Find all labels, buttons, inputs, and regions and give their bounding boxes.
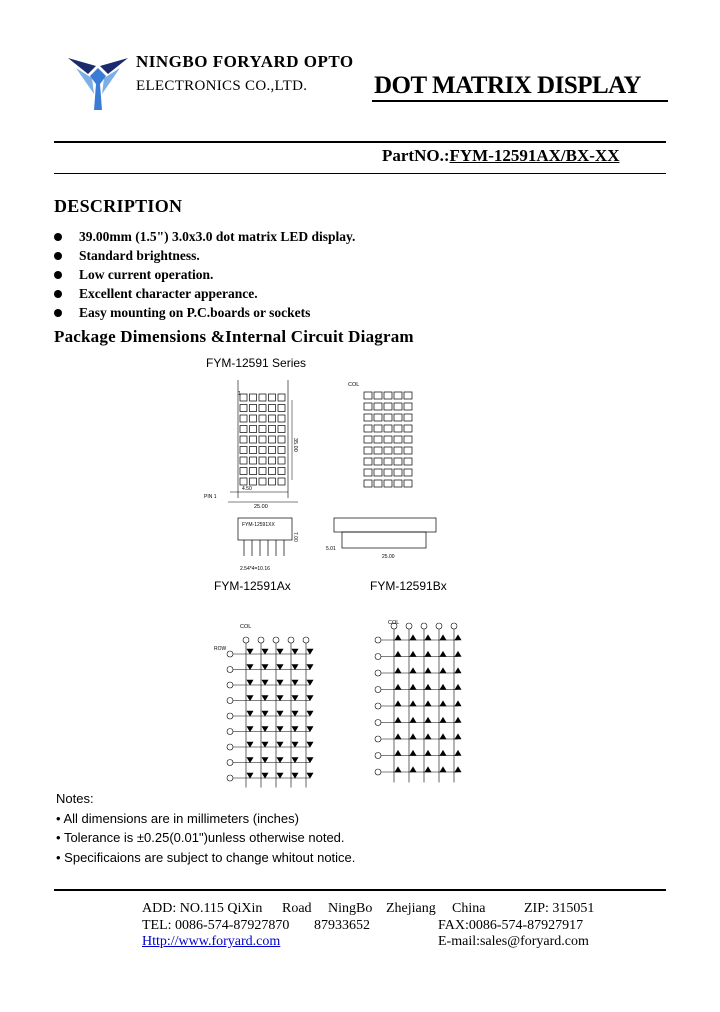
led-diode-icon <box>307 665 313 670</box>
led-diode-icon <box>455 767 461 772</box>
col-pin-marker <box>288 637 294 643</box>
led-dot <box>384 403 392 410</box>
led-diode-icon <box>395 635 401 640</box>
led-dot <box>404 392 412 399</box>
address: ADD: NO.115 QiXin <box>142 901 263 916</box>
led-dot <box>240 447 247 454</box>
led-diode-icon <box>262 680 268 685</box>
led-diode-icon <box>247 665 253 670</box>
led-diode-icon <box>410 652 416 657</box>
led-diode-icon <box>425 635 431 640</box>
led-dot <box>278 426 285 433</box>
led-diode-icon <box>247 758 253 763</box>
row-pin-marker <box>227 667 233 673</box>
led-dot <box>404 425 412 432</box>
led-diode-icon <box>425 685 431 690</box>
led-diode-icon <box>425 751 431 756</box>
row-pin-marker <box>227 698 233 704</box>
part-divider <box>54 173 666 174</box>
led-dot <box>404 480 412 487</box>
led-diode-icon <box>247 696 253 701</box>
led-dot <box>394 403 402 410</box>
led-dot <box>384 458 392 465</box>
led-dot <box>394 469 402 476</box>
led-dot <box>259 436 266 443</box>
led-diode-icon <box>455 701 461 706</box>
led-dot <box>278 415 285 422</box>
led-diode-icon <box>307 773 313 778</box>
led-dot <box>250 415 257 422</box>
pin1-label: PIN 1 <box>204 494 217 500</box>
led-dot <box>250 426 257 433</box>
document-title: DOT MATRIX DISPLAY <box>374 72 641 99</box>
led-diode-icon <box>410 701 416 706</box>
col-pin-marker <box>451 623 457 629</box>
footer-divider <box>54 889 666 891</box>
led-diode-icon <box>425 734 431 739</box>
circuit-diagram-a <box>212 620 332 788</box>
led-dot <box>374 436 382 443</box>
title-underline <box>372 100 668 102</box>
row-pin-marker <box>227 744 233 750</box>
led-diode-icon <box>425 668 431 673</box>
led-diode-icon <box>455 635 461 640</box>
address-province: Zhejiang <box>386 901 436 916</box>
row-pin-marker <box>375 687 381 693</box>
led-dot <box>364 425 372 432</box>
led-dot <box>394 447 402 454</box>
col-pin-marker <box>436 623 442 629</box>
led-diode-icon <box>425 701 431 706</box>
part-number-line <box>382 146 620 166</box>
col-label: COL <box>348 382 360 388</box>
dim-height-label: 35.00 <box>292 438 298 452</box>
led-diode-icon <box>395 734 401 739</box>
led-dot <box>384 480 392 487</box>
led-dot <box>259 405 266 412</box>
telephone-2: 87933652 <box>314 917 370 933</box>
led-dot <box>269 426 276 433</box>
led-dot <box>374 469 382 476</box>
led-diode-icon <box>395 718 401 723</box>
led-diode-icon <box>277 696 283 701</box>
led-diode-icon <box>440 767 446 772</box>
led-dot <box>240 405 247 412</box>
led-dot <box>404 458 412 465</box>
led-diode-icon <box>307 758 313 763</box>
row-pin-marker <box>375 703 381 709</box>
led-dot <box>278 447 285 454</box>
led-diode-icon <box>395 751 401 756</box>
led-dot <box>259 478 266 485</box>
led-dot <box>259 468 266 475</box>
led-diode-icon <box>440 635 446 640</box>
led-dot <box>394 414 402 421</box>
led-diode-icon <box>307 649 313 654</box>
list-item: Low current operation. <box>54 265 355 284</box>
led-dot <box>364 480 372 487</box>
led-diode-icon <box>292 649 298 654</box>
led-dot <box>240 436 247 443</box>
series-label: FYM-12591 Series <box>206 356 307 370</box>
led-dot <box>269 478 276 485</box>
address-row <box>142 901 602 918</box>
led-diode-icon <box>262 727 268 732</box>
led-diode-icon <box>455 652 461 657</box>
row-pin-marker <box>227 760 233 766</box>
side-dim-label: 5.01 <box>326 546 336 552</box>
description-heading: DESCRIPTION <box>54 196 183 216</box>
led-diode-icon <box>410 767 416 772</box>
led-diode-icon <box>410 734 416 739</box>
foryard-logo-icon <box>66 54 130 112</box>
led-diode-icon <box>455 668 461 673</box>
row-pin-marker <box>375 720 381 726</box>
note-item: • All dimensions are in millimeters (inches) <box>56 810 299 826</box>
led-dot <box>269 415 276 422</box>
led-diode-icon <box>410 751 416 756</box>
led-dot <box>250 394 257 401</box>
notes-heading: Notes: <box>56 791 94 806</box>
col-pin-marker <box>243 637 249 643</box>
led-dot <box>278 468 285 475</box>
side-view-b <box>326 514 438 564</box>
led-dot <box>250 478 257 485</box>
led-diode-icon <box>410 718 416 723</box>
row-label: ROW <box>214 646 227 652</box>
address-road: Road <box>282 901 312 916</box>
led-dot <box>250 405 257 412</box>
led-dot <box>384 414 392 421</box>
led-dot <box>404 447 412 454</box>
led-dot <box>259 457 266 464</box>
led-diode-icon <box>292 711 298 716</box>
row-pin-marker <box>227 682 233 688</box>
led-dot <box>250 468 257 475</box>
led-dot <box>240 394 247 401</box>
led-dot <box>250 436 257 443</box>
led-diode-icon <box>277 742 283 747</box>
led-diode-icon <box>410 635 416 640</box>
address-city: NingBo <box>328 901 373 916</box>
led-dot <box>384 447 392 454</box>
led-dot <box>394 458 402 465</box>
led-diode-icon <box>425 767 431 772</box>
front-dimension-drawing <box>200 380 320 510</box>
led-dot <box>259 394 266 401</box>
bullet-icon <box>54 233 62 241</box>
led-diode-icon <box>395 685 401 690</box>
row-pin-marker <box>375 753 381 759</box>
website-link[interactable]: Http://www.foryard.com <box>142 934 281 949</box>
phone-row <box>142 918 602 935</box>
fax: FAX:0086-574-87927917 <box>438 917 584 933</box>
led-diode-icon <box>292 742 298 747</box>
led-dot <box>384 436 392 443</box>
note-item: • Tolerance is ±0.25(0.01")unless otherwise noted. <box>56 830 345 845</box>
list-item: Standard brightness. <box>54 246 355 265</box>
led-diode-icon <box>262 711 268 716</box>
led-dot <box>278 436 285 443</box>
led-dot <box>240 478 247 485</box>
led-diode-icon <box>262 742 268 747</box>
led-dot <box>374 447 382 454</box>
led-dot <box>240 468 247 475</box>
dim-pitch-label: 4.50 <box>242 486 252 492</box>
company-name-line2: ELECTRONICS CO.,LTD. <box>136 78 308 94</box>
part-number-prefix: PartNO.: <box>382 146 450 165</box>
row-pin-marker <box>227 651 233 657</box>
led-dot <box>259 447 266 454</box>
bullet-icon <box>54 290 62 298</box>
led-dot <box>394 425 402 432</box>
led-dot <box>374 458 382 465</box>
led-dot <box>269 468 276 475</box>
notes-section <box>56 789 355 867</box>
col-pin-marker <box>421 623 427 629</box>
led-dot <box>394 436 402 443</box>
led-dot <box>259 426 266 433</box>
side-height-label: 7.00 <box>292 532 298 542</box>
led-dot <box>374 414 382 421</box>
led-diode-icon <box>440 718 446 723</box>
led-dot <box>278 394 285 401</box>
package-heading: Package Dimensions &Internal Circuit Diagram <box>54 327 414 346</box>
led-diode-icon <box>292 727 298 732</box>
led-dot <box>394 392 402 399</box>
led-diode-icon <box>277 773 283 778</box>
led-diode-icon <box>247 711 253 716</box>
led-diode-icon <box>247 727 253 732</box>
led-dot <box>374 403 382 410</box>
col-pin-marker <box>406 623 412 629</box>
led-diode-icon <box>440 668 446 673</box>
led-dot <box>364 447 372 454</box>
led-diode-icon <box>410 685 416 690</box>
led-dot <box>364 403 372 410</box>
led-diode-icon <box>277 680 283 685</box>
row-pin-marker <box>227 775 233 781</box>
led-diode-icon <box>277 649 283 654</box>
led-dot <box>384 392 392 399</box>
bullet-icon <box>54 271 62 279</box>
led-diode-icon <box>277 665 283 670</box>
row-pin-marker <box>375 769 381 775</box>
led-dot <box>250 447 257 454</box>
led-dot <box>269 436 276 443</box>
led-dot <box>374 480 382 487</box>
led-dot <box>278 478 285 485</box>
led-diode-icon <box>277 727 283 732</box>
led-diode-icon <box>277 758 283 763</box>
led-diode-icon <box>307 742 313 747</box>
led-diode-icon <box>292 680 298 685</box>
led-dot <box>240 457 247 464</box>
led-dot <box>384 425 392 432</box>
led-dot <box>269 457 276 464</box>
led-dot <box>404 469 412 476</box>
side-part-label: FYM-12591XX <box>242 522 275 528</box>
list-item: Easy mounting on P.C.boards or sockets <box>54 303 355 322</box>
led-diode-icon <box>425 652 431 657</box>
col-pin-marker <box>303 637 309 643</box>
led-dot <box>394 480 402 487</box>
led-dot <box>269 447 276 454</box>
led-dot <box>364 436 372 443</box>
led-diode-icon <box>262 665 268 670</box>
led-diode-icon <box>440 685 446 690</box>
circuit-diagram-b <box>364 616 474 788</box>
led-diode-icon <box>292 665 298 670</box>
row-pin-marker <box>375 736 381 742</box>
led-dot <box>250 457 257 464</box>
led-dot <box>404 403 412 410</box>
led-diode-icon <box>307 680 313 685</box>
variant-a-label: FYM-12591Ax <box>214 579 291 593</box>
footer-contact <box>142 901 602 951</box>
web-row <box>142 934 602 951</box>
pin-spacing-label: 2.54*4=10.16 <box>240 566 270 572</box>
led-dot <box>240 415 247 422</box>
led-dot <box>269 405 276 412</box>
led-diode-icon <box>410 668 416 673</box>
col-label: COL <box>388 620 400 626</box>
side-view-a <box>232 514 312 574</box>
led-diode-icon <box>395 767 401 772</box>
list-item: 39.00mm (1.5") 3.0x3.0 dot matrix LED display. <box>54 227 355 246</box>
company-name-line1: NINGBO FORYARD OPTO <box>136 52 354 71</box>
note-item: • Specificaions are subject to change whitout notice. <box>56 849 356 865</box>
dim-width-label: 25.00 <box>254 504 268 510</box>
led-diode-icon <box>455 685 461 690</box>
led-diode-icon <box>395 652 401 657</box>
led-dot <box>404 436 412 443</box>
led-diode-icon <box>292 758 298 763</box>
led-diode-icon <box>395 701 401 706</box>
led-diode-icon <box>440 701 446 706</box>
bullet-icon <box>54 309 62 317</box>
led-diode-icon <box>395 668 401 673</box>
led-dot <box>364 458 372 465</box>
led-diode-icon <box>455 718 461 723</box>
list-item: Excellent character apperance. <box>54 284 355 303</box>
row-pin-marker <box>227 729 233 735</box>
led-dot <box>384 469 392 476</box>
pin-grid-drawing <box>346 378 436 493</box>
side-width-label: 25.00 <box>382 554 395 560</box>
led-diode-icon <box>425 718 431 723</box>
row-pin-marker <box>375 670 381 676</box>
led-dot <box>374 425 382 432</box>
led-diode-icon <box>440 751 446 756</box>
led-dot <box>259 415 266 422</box>
led-diode-icon <box>455 734 461 739</box>
led-dot <box>278 405 285 412</box>
variant-b-label: FYM-12591Bx <box>370 579 447 593</box>
row-pin-marker <box>375 654 381 660</box>
led-dot <box>364 469 372 476</box>
led-dot <box>364 392 372 399</box>
led-diode-icon <box>277 711 283 716</box>
led-dot <box>240 426 247 433</box>
led-diode-icon <box>262 758 268 763</box>
led-diode-icon <box>247 680 253 685</box>
led-diode-icon <box>247 649 253 654</box>
led-dot <box>278 457 285 464</box>
col-label: COL <box>240 624 252 630</box>
row-number: 1 <box>238 391 241 397</box>
bullet-icon <box>54 252 62 260</box>
telephone: TEL: 0086-574-87927870 <box>142 917 290 933</box>
zip-code: ZIP: 315051 <box>524 901 595 916</box>
led-diode-icon <box>262 773 268 778</box>
led-dot <box>364 414 372 421</box>
led-diode-icon <box>247 773 253 778</box>
led-diode-icon <box>455 751 461 756</box>
address-country: China <box>452 901 486 916</box>
led-diode-icon <box>307 696 313 701</box>
description-list <box>54 227 355 322</box>
col-pin-marker <box>258 637 264 643</box>
led-diode-icon <box>307 711 313 716</box>
header-divider <box>54 141 666 143</box>
led-diode-icon <box>307 727 313 732</box>
led-diode-icon <box>440 652 446 657</box>
part-number: FYM-12591AX/BX-XX <box>449 146 620 165</box>
row-pin-marker <box>227 713 233 719</box>
led-diode-icon <box>262 649 268 654</box>
col-pin-marker <box>273 637 279 643</box>
led-diode-icon <box>440 734 446 739</box>
led-diode-icon <box>262 696 268 701</box>
row-pin-marker <box>375 637 381 643</box>
led-dot <box>269 394 276 401</box>
led-dot <box>374 392 382 399</box>
email: E-mail:sales@foryard.com <box>438 934 589 949</box>
led-diode-icon <box>292 773 298 778</box>
led-diode-icon <box>247 742 253 747</box>
led-dot <box>404 414 412 421</box>
led-diode-icon <box>292 696 298 701</box>
